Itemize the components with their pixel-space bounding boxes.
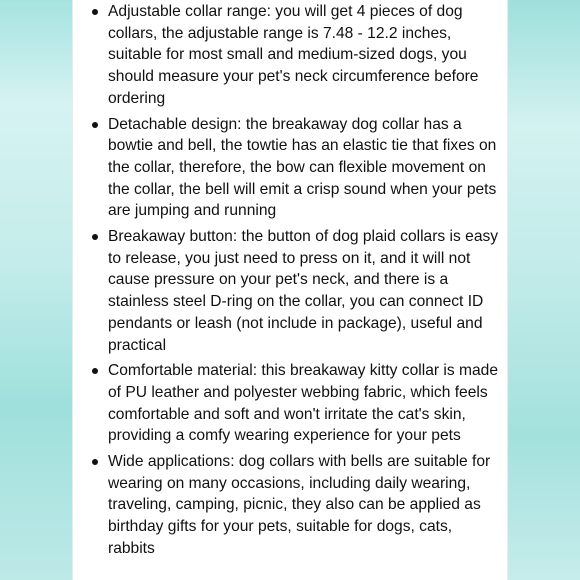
bullet-dot-icon: [92, 234, 98, 240]
bullet-dot-icon: [92, 368, 98, 374]
feature-bullet-list: [73, 0, 507, 560]
bullet-item-comfortable-material: [86, 360, 501, 447]
bullet-text: Detachable design: the breakaway dog collar has a bowtie and bell, the towtie has an elastic tie that fixes on the collar, therefore, the bow can flexible movement on the collar, the bell will emit a crisp sound when your pets are jumping and running: [108, 115, 497, 220]
bullet-item-wide-applications: [86, 451, 501, 560]
bullet-item-breakaway-button: [86, 226, 501, 356]
bullet-dot-icon: [92, 122, 98, 128]
right-background-panel: [508, 0, 580, 580]
bullet-item-detachable-design: [86, 114, 501, 223]
bullet-item-collar-range: [86, 1, 501, 110]
bullet-dot-icon: [92, 459, 98, 465]
bullet-text: Comfortable material: this breakaway kitty collar is made of PU leather and polyester webbing fabric, which feels comfortable and soft and won't irritate the cat's skin, providing a comfy wearing experience for your pets: [108, 362, 498, 445]
bullet-dot-icon: [92, 9, 98, 15]
product-description-card: [72, 0, 508, 580]
bullet-text: Breakaway button: the button of dog plaid collars is easy to release, you just need to press on it, and it will not cause pressure on your pet's neck, and there is a stainless steel D-ring on the collar, you can connect ID pendants or leash (not include in package), useful and practical: [108, 228, 499, 354]
bullet-text: Wide applications: dog collars with bells are suitable for wearing on many occasions, including daily wearing, traveling, camping, picnic, they also can be applied as birthday gifts for your pets, suitable for dogs, cats, rabbits: [108, 453, 491, 557]
bullet-text: Adjustable collar range: you will get 4 pieces of dog collars, the adjustable range is 7.48 - 12.2 inches, suitable for most small and medium-sized dogs, you should measure your pet's neck circumference before ordering: [108, 3, 479, 107]
left-background-panel: [0, 0, 72, 580]
